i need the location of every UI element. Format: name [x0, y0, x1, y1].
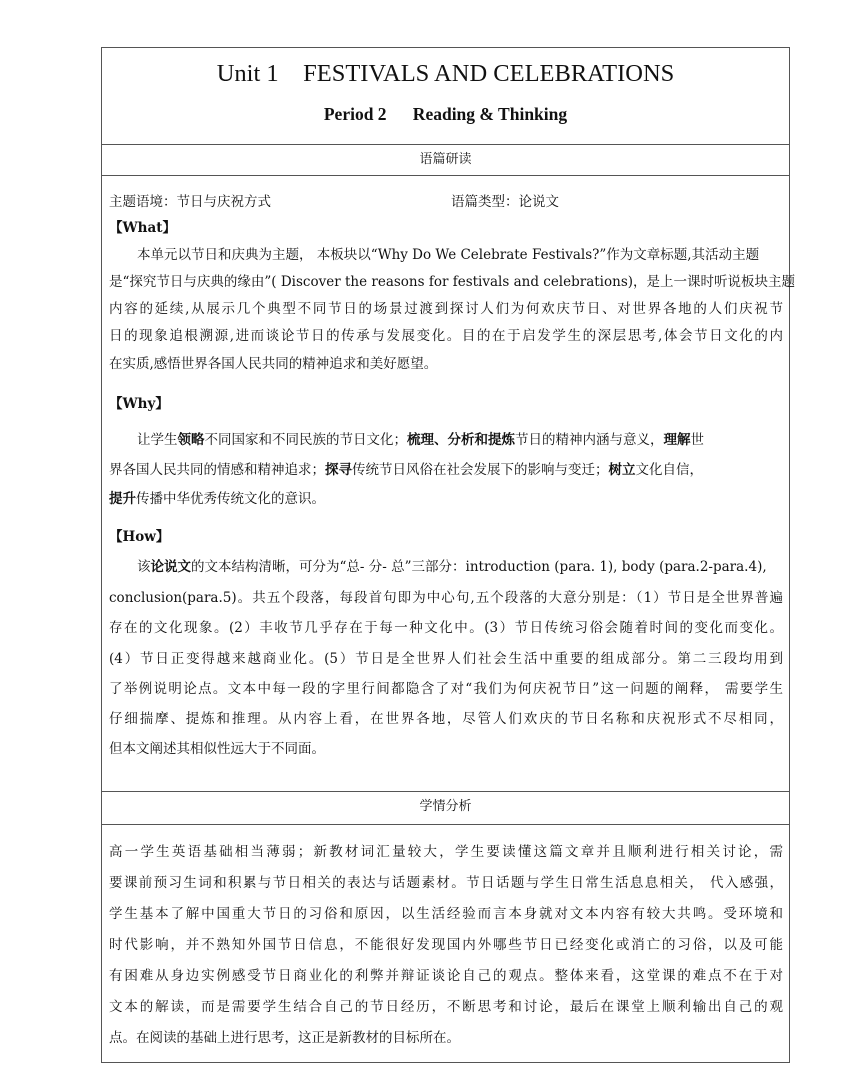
text-study-cell [102, 176, 796, 792]
how-line: 了举例说明论点。文本中每一段的字里行间都隐含了对“我们为何庆祝节日”这一问题的阐释， 需要学生 [109, 681, 783, 697]
section-heading-label: 语篇研读 [419, 152, 472, 167]
analysis-line: 高一学生英语基础相当薄弱；新教材词汇量较大，学生要读懂这篇文章并且顺利进行相关讨论，需 [109, 844, 783, 860]
section-heading-label: 学情分析 [419, 799, 472, 814]
unit-title: Unit 1 FESTIVALS AND CELEBRATIONS [216, 60, 675, 87]
how-line: 仔细揣摩、提炼和推理。从内容上看，在世界各地，尽管人们欢庆的节日名称和庆祝形式不尽相同， [109, 711, 783, 727]
how-label: 【How】 [109, 529, 170, 545]
analysis-line: 有困难从身边实例感受节日商业化的利弊并辩证谈论自己的观点。整体来看，这堂课的难点不在于对 [109, 968, 783, 984]
how-line: conclusion(para.5)。共五个段落，每段首句即为中心句,五个段落的大意分别是：（1）节日是全世界普遍 [109, 590, 783, 606]
analysis-line: 要课前预习生词和积累与节日相关的表达与话题素材。节日话题与学生日常生活息息相关， 代入感强， [109, 875, 783, 891]
analysis-line: 点。在阅读的基础上进行思考，这正是新教材的目标所在。 [109, 1030, 460, 1046]
genre-type: 语篇类型：论说文 [451, 194, 559, 210]
why-label: 【Why】 [109, 396, 169, 412]
period-subtitle: Period 2 Reading & Thinking [323, 104, 568, 124]
analysis-line: 时代影响，并不熟知外国节日信息，不能很好发现国内外哪些节日已经变化或消亡的习俗，以及可能 [109, 937, 783, 953]
section-heading-text-study [102, 145, 789, 176]
title-row [102, 48, 789, 145]
analysis-line: 文本的解读，而是需要学生结合自己的节日经历，不断思考和讨论，最后在课堂上顺利输出自己的观 [109, 999, 783, 1015]
what-line: 内容的延续,从展示几个典型不同节日的场景过渡到探讨人们为何欢庆节日、对世界各地的人们庆祝节 [109, 301, 783, 317]
lesson-plan-table [101, 47, 796, 1063]
why-line: 界各国人民共同的情感和精神追求；探寻传统节日风俗在社会发展下的影响与变迁；树立文化自信， [109, 462, 703, 478]
what-label: 【What】 [109, 220, 176, 236]
analysis-line: 学生基本了解中国重大节日的习俗和原因，以生活经验而言本身就对文本内容有较大共鸣。受环境和 [109, 906, 783, 922]
what-line: 在实质,感悟世界各国人民共同的精神追求和美好愿望。 [109, 356, 438, 372]
learner-analysis-cell [102, 825, 789, 1062]
section-heading-learner-analysis [102, 792, 789, 825]
what-line: 本单元以节日和庆典为主题， 本板块以“Why Do We Celebrate Festivals?”作为文章标题,其活动主题 [137, 247, 760, 263]
theme-context: 主题语境：节日与庆祝方式 [109, 194, 271, 210]
how-line: (4）节日正变得越来越商业化。(5）节日是全世界人们社会生活中重要的组成部分。第二三段均用到 [109, 651, 783, 667]
what-line: 日的现象追根溯源,进而谈论节日的传承与发展变化。目的在于启发学生的深层思考,体会节日文化的内 [109, 328, 783, 344]
why-line: 提升传播中华优秀传统文化的意识。 [109, 491, 325, 507]
what-line: 是“探究节日与庆典的缘由”( Discover the reasons for festivals and celebrations)，是上一课时听说板块主题 [109, 274, 796, 290]
how-line: 该论说文的文本结构清晰，可分为“总- 分- 总”三部分：introduction (para. 1), body (para.2-para.4), [137, 559, 767, 575]
why-line: 让学生领略不同国家和不同民族的节日文化；梳理、分析和提炼节日的精神内涵与意义，理解世 [137, 432, 704, 448]
how-line: 存在的文化现象。(2）丰收节几乎存在于每一种文化中。(3）节日传统习俗会随着时间的变化而变化。 [109, 620, 783, 636]
how-line: 但本文阐述其相似性远大于不同面。 [109, 741, 325, 757]
